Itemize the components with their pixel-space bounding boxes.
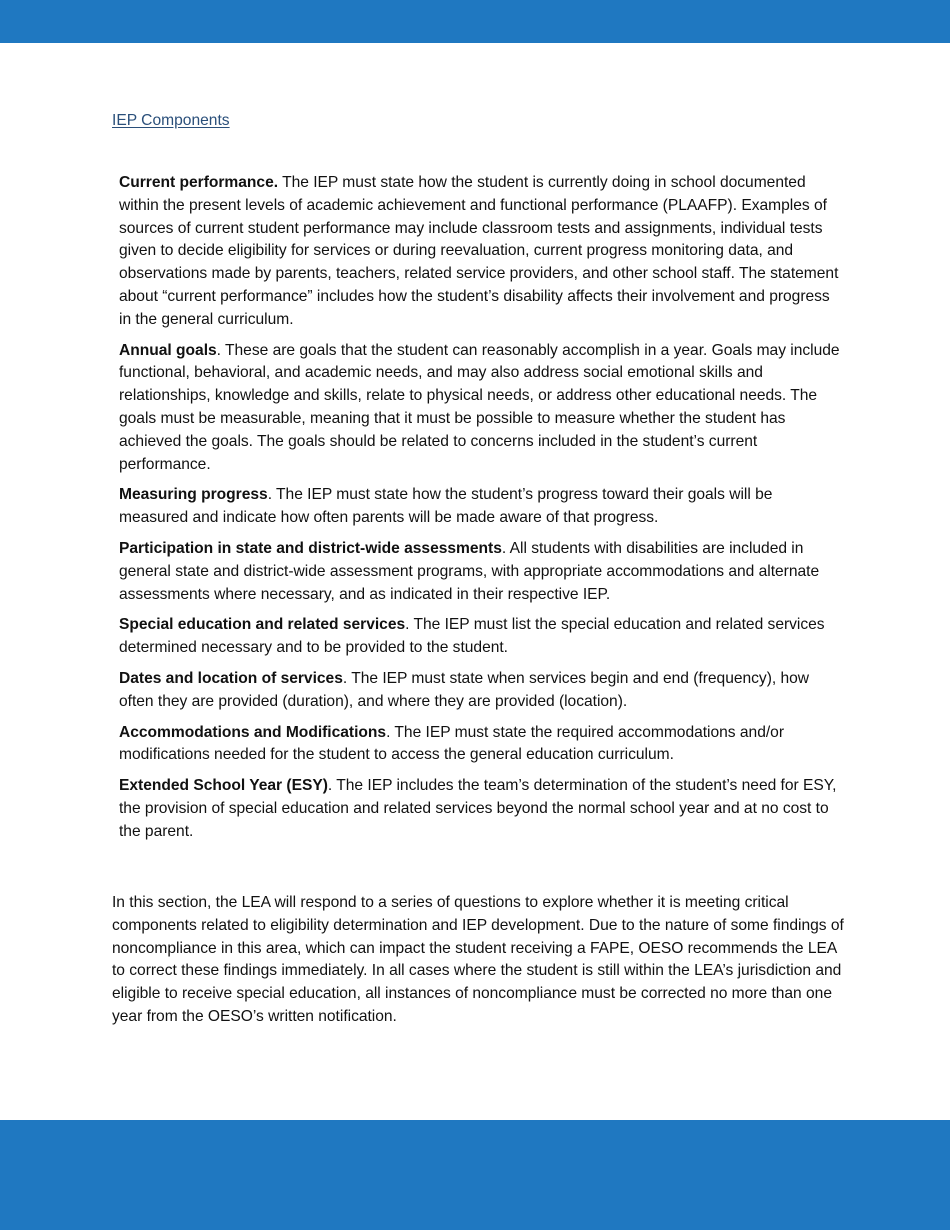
component-description: . The IEP must state when services begin and end (frequency), how often they are provided (duration), and where they are provided (location). bbox=[119, 669, 810, 710]
component-term: Dates and location of services bbox=[119, 669, 343, 687]
component-term: Special education and related services bbox=[119, 616, 406, 634]
component-term: Extended School Year (ESY) bbox=[119, 777, 328, 795]
component-special-education-services bbox=[119, 614, 845, 660]
component-term: Accommodations and Modifications bbox=[119, 723, 387, 741]
components-list bbox=[119, 172, 845, 852]
component-term: Annual goals bbox=[119, 341, 217, 359]
component-term: Participation in state and district-wide assessments bbox=[119, 539, 502, 557]
section-heading-link[interactable]: IEP Components bbox=[112, 112, 230, 129]
component-description: . The IEP must list the special education and related services determined necessary and to be provided to the student. bbox=[119, 616, 825, 657]
component-dates-location bbox=[119, 668, 845, 714]
component-description: . The IEP must state the required accommodations and/or modifications needed for the student to access the general education curriculum. bbox=[119, 723, 784, 764]
component-term: Current performance. bbox=[119, 174, 279, 191]
component-annual-goals bbox=[119, 340, 845, 477]
component-description: . All students with disabilities are included in general state and district-wide assessment programs, with appropriate accommodations and alternate assessments where necessary, and as indicated in their respective IEP. bbox=[119, 539, 820, 603]
component-extended-school-year bbox=[119, 775, 845, 843]
component-assessments bbox=[119, 538, 845, 606]
component-description: . The IEP includes the team’s determination of the student’s need for ESY, the provision of special education and related services beyond the normal school year and at no cost to the parent. bbox=[119, 777, 837, 840]
footer-band bbox=[0, 1120, 950, 1230]
component-description: . The IEP must state how the student’s progress toward their goals will be measured and indicate how often parents will be made aware of that progress. bbox=[119, 486, 773, 527]
component-term: Measuring progress bbox=[119, 486, 268, 504]
section-intro-paragraph: In this section, the LEA will respond to a series of questions to explore whether it is meeting critical components related to eligibility determination and IEP development. Due to the nature of some findings of noncompliance in this area, which can impact the student receiving a FAPE, OESO recommends the LEA to correct these findings immediately. In all cases where the student is still within the LEA’s jurisdiction and eligible to receive special education, all instances of noncompliance must be corrected no more than one year from the OESO’s written notification. bbox=[112, 894, 844, 1025]
header-band bbox=[0, 0, 950, 43]
component-measuring-progress bbox=[119, 484, 845, 530]
component-description: . These are goals that the student can reasonably accomplish in a year. Goals may include functional, behavioral, and academic needs, and may also address social emotional skills and relationships, knowledge and skills, relate to physical needs, or address other educational needs. The goals must be measurable, meaning that it must be possible to measure whether the student has achieved the goals. The goals should be related to concerns included in the student’s current performance. bbox=[119, 341, 840, 473]
component-description: The IEP must state how the student is currently doing in school documented within the present levels of academic achievement and functional performance (PLAAFP). Examples of sources of current student performance may include classroom tests and assignments, individual tests given to decide eligibility for services or during reevaluation, current progress monitoring data, and observations made by parents, teachers, related service providers, and other school staff. The statement about “current performance” includes how the student’s disability affects their involvement and progress in the general curriculum. bbox=[119, 174, 839, 328]
component-current-performance bbox=[119, 172, 845, 332]
component-accommodations bbox=[119, 722, 845, 768]
